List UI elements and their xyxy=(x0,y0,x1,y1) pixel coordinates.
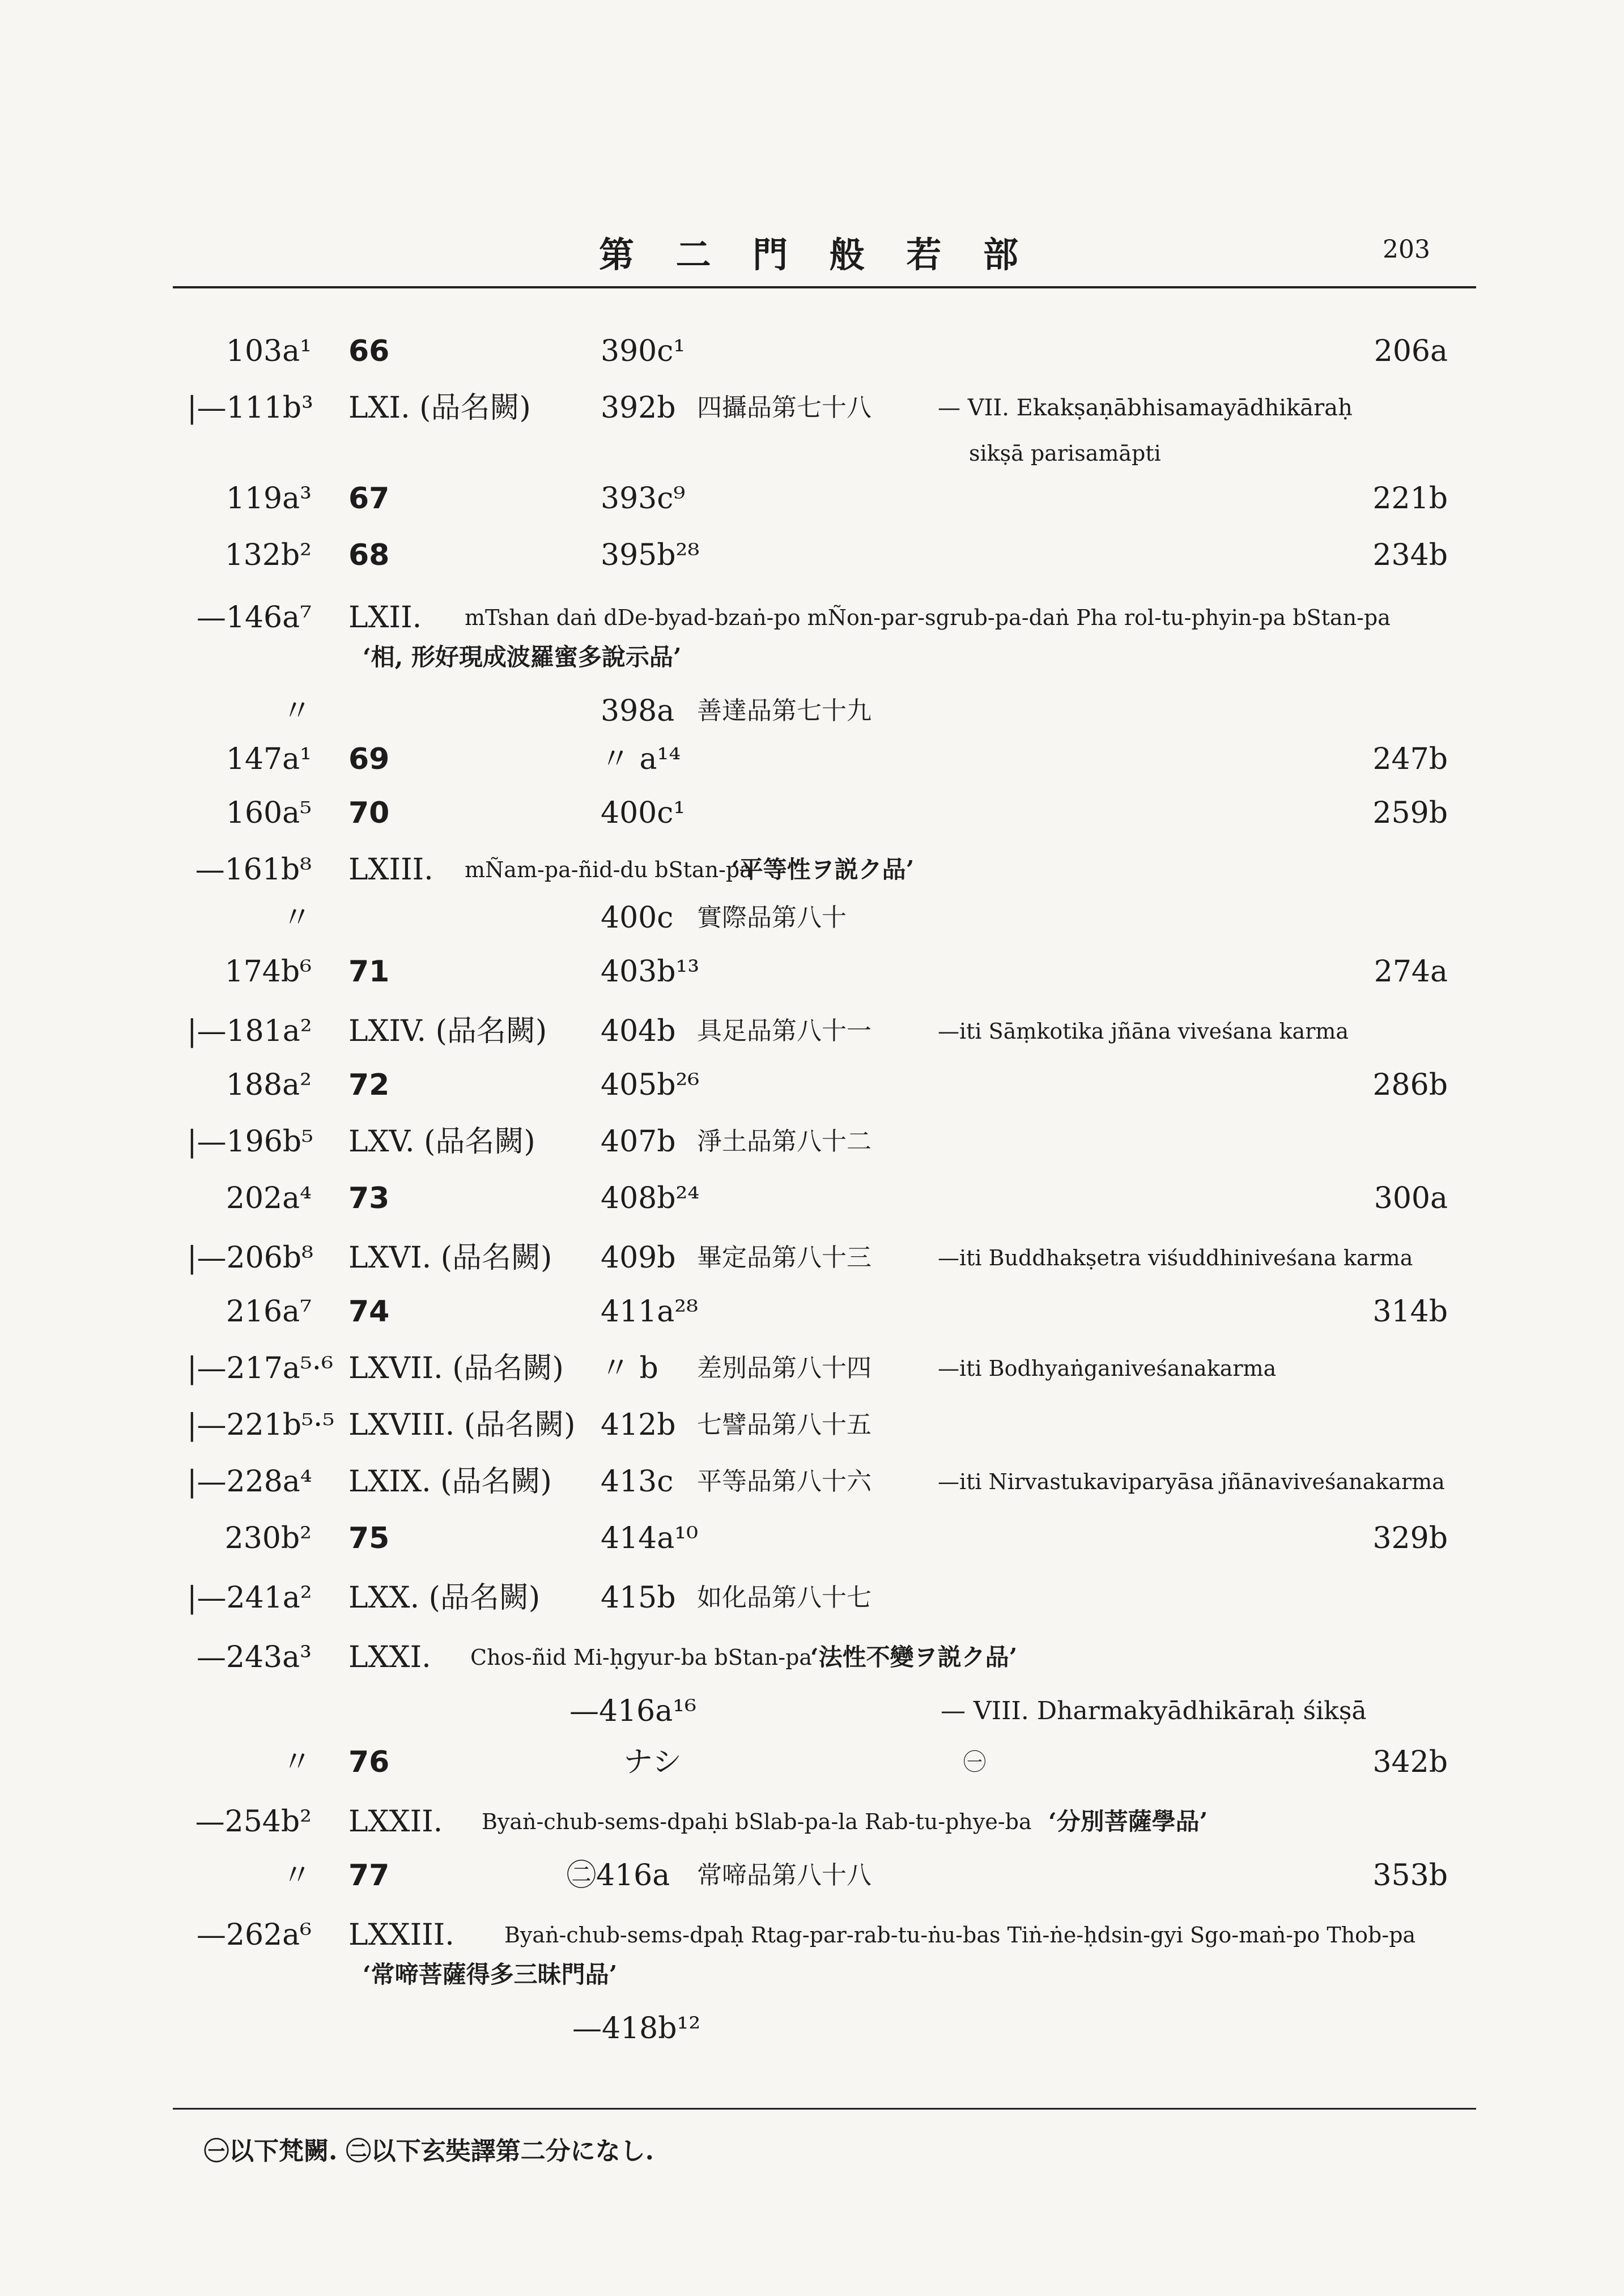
sanskrit-ref: 247b xyxy=(1372,742,1448,776)
taisho-ref: 390c¹ xyxy=(601,334,686,368)
folio-ref: |—217a⁵·⁶ xyxy=(187,1351,333,1385)
section-number: 70 xyxy=(348,796,390,830)
ditto-mark: 〃 xyxy=(282,694,312,728)
section-number: 68 xyxy=(348,538,390,572)
folio-ref: 202a⁴ xyxy=(226,1181,312,1215)
row-continuation xyxy=(0,436,1624,470)
table-row xyxy=(0,790,1624,836)
table-row xyxy=(0,1176,1624,1221)
taisho-ref: 411a²⁸ xyxy=(601,1295,698,1329)
table-row xyxy=(0,476,1624,521)
taisho-ref: 400c xyxy=(601,901,674,935)
chapter-number: LXIII. xyxy=(348,853,433,887)
footnote-rule xyxy=(173,2108,1476,2110)
taisho-ref: ㊁416a xyxy=(567,1859,670,1893)
sanskrit-ref: 234b xyxy=(1372,538,1448,572)
chinese-chapter: 如化品第八十七 xyxy=(697,1583,871,1612)
chapter-number: LXIX. (品名闕) xyxy=(348,1465,552,1499)
table-row xyxy=(0,1459,1624,1504)
chinese-chapter: 畢定品第八十三 xyxy=(697,1243,871,1272)
folio-ref: |—228a⁴ xyxy=(187,1465,312,1499)
folio-ref: 230b² xyxy=(224,1521,312,1555)
table-row xyxy=(0,1575,1624,1621)
sanskrit-ref: 342b xyxy=(1372,1745,1448,1779)
chapter-number: LXI. (品名闕) xyxy=(348,391,531,425)
chapter-number: LXVII. (品名闕) xyxy=(348,1351,564,1385)
chapter-number: LXXII. xyxy=(348,1805,443,1839)
folio-ref: 160a⁵ xyxy=(226,796,312,830)
table-row xyxy=(0,1853,1624,1898)
section-number: 75 xyxy=(348,1521,390,1555)
sanskrit-ref: 300a xyxy=(1374,1181,1448,1215)
table-row xyxy=(0,949,1624,994)
japanese-title: ‘相, 形好現成波羅蜜多說示品’ xyxy=(363,643,682,671)
tibetan-title: mÑam-pa-ñid-du bStan-pa xyxy=(465,857,753,882)
japanese-title: ‘常啼菩薩得多三昧門品’ xyxy=(363,1961,618,1988)
sanskrit-ref: 221b xyxy=(1372,482,1448,516)
table-row xyxy=(0,533,1624,578)
folio-ref: |—111b³ xyxy=(187,391,313,425)
taisho-ref: 392b xyxy=(601,391,676,425)
tibetan-title: Chos-ñid Mi-ḥgyur-ba bStan-pa xyxy=(470,1645,813,1670)
section-number: 67 xyxy=(348,482,390,516)
chapter-number: LXVI. (品名闕) xyxy=(348,1241,552,1275)
taisho-ref: 407b xyxy=(601,1125,676,1159)
japanese-title: ‘分別菩薩學品’ xyxy=(1048,1808,1208,1835)
folio-ref: 188a² xyxy=(226,1068,312,1102)
sanskrit-colophon: —iti Bodhyaṅganiveśanakarma xyxy=(938,1356,1277,1381)
chinese-chapter: 善達品第七十九 xyxy=(697,696,871,725)
chinese-chapter: 七譬品第八十五 xyxy=(697,1410,871,1439)
sanskrit-colophon: —iti Buddhakṣetra viśuddhiniveśana karma xyxy=(938,1245,1413,1270)
chapter-number: LXIV. (品名闕) xyxy=(348,1014,547,1048)
table-row xyxy=(0,737,1624,782)
sanskrit-ref: 206a xyxy=(1374,334,1448,368)
taisho-ref: 404b xyxy=(601,1014,676,1048)
chapter-number: LXX. (品名闕) xyxy=(348,1581,541,1615)
sanskrit-ref: 314b xyxy=(1372,1295,1448,1329)
sanskrit-chapter: — VIII. Dharmakyādhikāraḥ śikṣā xyxy=(941,1697,1367,1725)
taisho-ref: 414a¹⁰ xyxy=(601,1521,698,1555)
folio-ref: 103a¹ xyxy=(226,334,312,368)
taisho-ref: 〃 b xyxy=(601,1351,658,1385)
table-row xyxy=(0,385,1624,431)
taisho-ref: 398a xyxy=(601,694,675,728)
table-row xyxy=(0,1799,1624,1844)
table-row xyxy=(0,1009,1624,1054)
tohoku-ref: —416a¹⁶ xyxy=(569,1694,696,1728)
japanese-title: ‘法性不變ヲ説ク品’ xyxy=(810,1643,1018,1671)
tibetan-title: mTshan daṅ dDe-byad-bzaṅ-po mÑon-par-sgrub-pa-daṅ Pha rol-tu-phyin-pa bStan-pa xyxy=(465,605,1391,630)
table-row xyxy=(0,1235,1624,1281)
chinese-chapter: 四攝品第七十八 xyxy=(697,393,871,422)
sanskrit-colophon: —iti Nirvastukaviparyāsa jñānaviveśanakarma xyxy=(938,1469,1445,1494)
table-row xyxy=(0,1289,1624,1334)
taisho-ref: 408b²⁴ xyxy=(601,1181,700,1215)
taisho-ref: 393c⁹ xyxy=(601,482,686,516)
ditto-mark: 〃 xyxy=(282,1745,312,1779)
chinese-chapter: 平等品第八十六 xyxy=(697,1467,871,1496)
chinese-chapter: 具足品第八十一 xyxy=(697,1017,871,1045)
folio-ref: —254b² xyxy=(195,1805,312,1839)
folio-ref: |—181a² xyxy=(187,1014,312,1048)
folio-ref: |—241a² xyxy=(187,1581,312,1615)
page-title: 第 二 門 般 若 部 xyxy=(599,234,1033,275)
table-row xyxy=(0,329,1624,374)
taisho-ref: 412b xyxy=(601,1408,676,1442)
sanskrit-ref: 286b xyxy=(1372,1068,1448,1102)
chapter-number: LXXIII. xyxy=(348,1918,454,1952)
table-row xyxy=(0,1062,1624,1108)
row-continuation xyxy=(0,2012,1624,2046)
section-number: 66 xyxy=(348,334,390,368)
chinese-chapter: 實際品第八十 xyxy=(697,903,847,932)
sanskrit-colophon: —iti Sāṃkotika jñāna viveśana karma xyxy=(938,1019,1349,1044)
folio-ref: 174b⁶ xyxy=(224,955,312,989)
folio-ref: |—196b⁵ xyxy=(187,1125,313,1159)
row-continuation xyxy=(0,1694,1624,1728)
section-number: 72 xyxy=(348,1068,390,1102)
footnote-marker: ㊀ xyxy=(963,1749,986,1775)
section-number: 69 xyxy=(348,742,390,776)
sanskrit-ref: 274a xyxy=(1374,955,1448,989)
header-rule xyxy=(173,286,1476,288)
sanskrit-ref: 259b xyxy=(1372,796,1448,830)
taisho-ref: 415b xyxy=(601,1581,676,1615)
tibetan-title: Byaṅ-chub-sems-dpaḥ Rtag-par-rab-tu-ṅu-bas Tiṅ-ṅe-ḥdsin-gyi Sgo-maṅ-po Thob-pa xyxy=(504,1923,1416,1948)
chinese-chapter: 淨土品第八十二 xyxy=(697,1127,871,1156)
taisho-ref: 403b¹³ xyxy=(601,955,700,989)
folio-ref: 119a³ xyxy=(226,482,312,516)
chapter-number: LXV. (品名闕) xyxy=(348,1125,535,1159)
taisho-ref: 413c xyxy=(601,1465,674,1499)
section-number: 74 xyxy=(348,1295,390,1329)
folio-ref: |—221b⁵·⁵ xyxy=(187,1408,335,1442)
section-number: 73 xyxy=(348,1181,390,1215)
chapter-number: LXII. xyxy=(348,601,422,635)
sanskrit-chapter-cont: sikṣā parisamāpti xyxy=(969,441,1161,466)
taisho-ref: 409b xyxy=(601,1241,676,1275)
folio-ref: —243a³ xyxy=(196,1640,312,1674)
table-row xyxy=(0,1119,1624,1164)
chinese-chapter: 常啼品第八十八 xyxy=(697,1861,871,1890)
table-row xyxy=(0,1516,1624,1561)
ditto-mark: 〃 xyxy=(282,1859,312,1893)
sanskrit-ref: 353b xyxy=(1372,1859,1448,1893)
table-row xyxy=(0,895,1624,941)
table-row xyxy=(0,688,1624,734)
folio-ref: 132b² xyxy=(224,538,312,572)
chapter-number: LXVIII. (品名闕) xyxy=(348,1408,576,1442)
section-number: 77 xyxy=(348,1859,390,1893)
tibetan-title: Byaṅ-chub-sems-dpaḥi bSlab-pa-la Rab-tu-phye-ba xyxy=(482,1809,1032,1834)
section-number: 71 xyxy=(348,955,390,989)
folio-ref: 147a¹ xyxy=(226,742,312,776)
tohoku-ref: —418b¹² xyxy=(572,2012,701,2046)
folio-ref: 216a⁷ xyxy=(226,1295,312,1329)
taisho-ref: 395b²⁸ xyxy=(601,538,700,572)
taisho-ref: 〃 a¹⁴ xyxy=(601,742,681,776)
taisho-ref: 400c¹ xyxy=(601,796,686,830)
ditto-mark: 〃 xyxy=(282,901,312,935)
section-number: 76 xyxy=(348,1745,390,1779)
page-number: 203 xyxy=(1383,235,1430,264)
row-continuation xyxy=(0,640,1624,674)
table-row xyxy=(0,1635,1624,1680)
table-row xyxy=(0,1346,1624,1391)
japanese-title: ‘平等性ヲ説ク品’ xyxy=(731,856,915,883)
chinese-chapter: 差別品第八十四 xyxy=(697,1354,871,1383)
folio-ref: |—206b⁸ xyxy=(187,1241,313,1275)
taisho-ref: 405b²⁶ xyxy=(601,1068,700,1102)
table-row xyxy=(0,1912,1624,1958)
sanskrit-chapter: — VII. Ekakṣaṇābhisamayādhikāraḥ xyxy=(938,395,1353,421)
footnote: ㊀以下梵闕. ㊁以下玄奘譯第二分になし. xyxy=(204,2137,654,2166)
chapter-number: LXXI. xyxy=(348,1640,431,1674)
table-row xyxy=(0,1740,1624,1785)
folio-ref: —262a⁶ xyxy=(196,1918,312,1952)
taisho-ref: ナシ xyxy=(623,1745,682,1779)
folio-ref: —146a⁷ xyxy=(196,601,312,635)
table-row xyxy=(0,847,1624,892)
sanskrit-ref: 329b xyxy=(1372,1521,1448,1555)
row-continuation xyxy=(0,1958,1624,1992)
table-row xyxy=(0,1402,1624,1448)
table-row xyxy=(0,595,1624,640)
folio-ref: —161b⁸ xyxy=(195,853,312,887)
